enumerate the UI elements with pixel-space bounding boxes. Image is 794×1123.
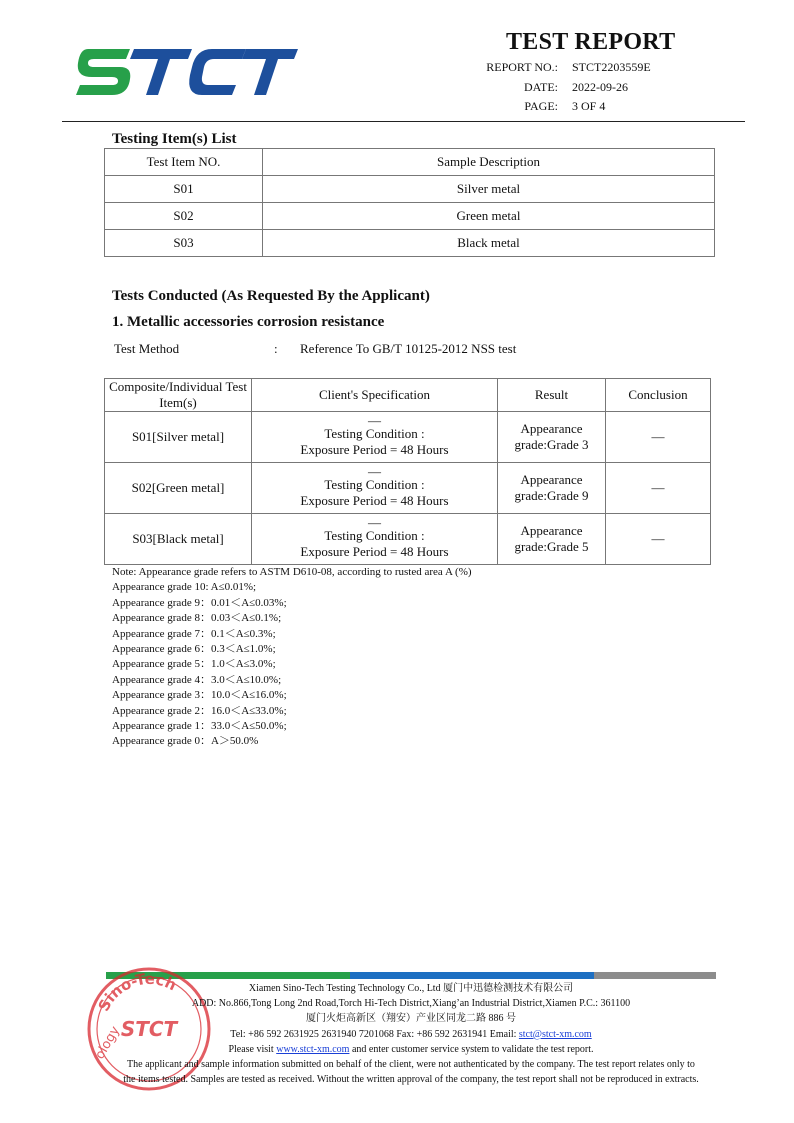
note-line: Note: Appearance grade refers to ASTM D610-08, according to rusted area A (%)	[112, 566, 472, 578]
sample-description: Silver metal	[263, 176, 715, 203]
conclusion: —	[606, 463, 711, 514]
meta-value: 2022-09-26	[572, 79, 628, 94]
spec-line: Testing Condition :	[324, 426, 425, 441]
footer-disclaimer: The applicant and sample information submitted on behalf of the client, were not authenticated by the company. The test report relates only to	[127, 1059, 695, 1071]
item-no: S03	[105, 230, 263, 257]
client-specification	[252, 514, 498, 565]
column-header: Composite/Individual Test Item(s)	[105, 379, 252, 412]
table-header-row	[105, 379, 711, 412]
meta-label: PAGE:	[524, 99, 558, 114]
stamp-center-text: STCT	[120, 1017, 178, 1041]
column-header: Client's Specification	[252, 379, 498, 412]
result: Appearance grade:Grade 9	[498, 463, 606, 514]
stct-logo	[74, 47, 298, 97]
sample-description: Black metal	[263, 230, 715, 257]
footer-disclaimer: the items tested. Samples are tested as received. Without the written approval of the company, the test report shall not be reproduced in extracts.	[123, 1074, 699, 1086]
conclusion: —	[606, 412, 711, 463]
spec-dash: —	[368, 413, 381, 428]
table-row	[105, 176, 715, 203]
client-specification	[252, 412, 498, 463]
column-header: Test Item NO.	[105, 149, 263, 176]
footer-contact-text: Tel: +86 592 2631925 2631940 7201068 Fax: +86 592 2631941 Email:	[230, 1028, 519, 1040]
bar-segment	[594, 972, 716, 979]
footer-address-cn: 厦门火炬高新区（翔安）产业区同龙二路 886 号	[306, 1013, 516, 1025]
column-header: Conclusion	[606, 379, 711, 412]
result: Appearance grade:Grade 5	[498, 514, 606, 565]
bar-segment	[472, 972, 594, 979]
report-meta	[470, 58, 651, 117]
footer	[96, 981, 726, 1087]
spec-dash: —	[368, 464, 381, 479]
tests-conducted-heading: Tests Conducted (As Requested By the Applicant)	[112, 288, 430, 304]
note-line: Appearance grade 6：0.3＜A≤1.0%;	[112, 643, 276, 656]
bar-segment	[228, 972, 350, 979]
note-line: Appearance grade 9：0.01＜A≤0.03%;	[112, 596, 287, 609]
spec-line: Testing Condition :	[324, 528, 425, 543]
spec-line: Testing Condition :	[324, 477, 425, 492]
spec-line: Exposure Period = 48 Hours	[300, 493, 449, 508]
note-line: Appearance grade 7：0.1＜A≤0.3%;	[112, 627, 276, 640]
testing-items-table	[104, 148, 715, 257]
spec-line: Exposure Period = 48 Hours	[300, 442, 449, 457]
test-method-separator: :	[274, 341, 278, 356]
logo-text: STCT	[74, 47, 77, 48]
table-row	[105, 463, 711, 514]
test-method-label: Test Method	[114, 341, 180, 356]
sample-description: Green metal	[263, 203, 715, 230]
footer-contact	[96, 1027, 726, 1042]
note-line: Appearance grade 2：16.0＜A≤33.0%;	[112, 704, 287, 717]
test-subheading: 1. Metallic accessories corrosion resistance	[112, 314, 385, 330]
meta-page	[470, 97, 651, 117]
note-line: Appearance grade 10: A≤0.01%;	[112, 581, 257, 594]
test-item: S03[Black metal]	[105, 514, 252, 565]
testing-items-heading: Testing Item(s) List	[112, 131, 237, 147]
visit-suffix: and enter customer service system to validate the test report.	[349, 1043, 594, 1055]
results-table	[104, 378, 711, 565]
spec-dash: —	[368, 515, 381, 530]
note-line: Appearance grade 0：A＞50.0%	[112, 735, 259, 748]
footer-company: Xiamen Sino-Tech Testing Technology Co., Ltd 厦门中迅德检测技术有限公司	[248, 983, 574, 994]
stamp-text-left: ology	[92, 1023, 124, 1062]
visit-prefix: Please visit	[228, 1043, 277, 1055]
note-line: Appearance grade 4：3.0＜A≤10.0%;	[112, 673, 282, 686]
appearance-grade-notes	[112, 565, 472, 750]
table-row	[105, 412, 711, 463]
bar-segment	[350, 972, 472, 979]
client-specification	[252, 463, 498, 514]
meta-label: DATE:	[524, 79, 558, 94]
email-link[interactable]: stct@stct-xm.com	[518, 1028, 592, 1040]
test-method-value: Reference To GB/T 10125-2012 NSS test	[300, 341, 517, 356]
table-header-row	[105, 149, 715, 176]
test-item: S02[Green metal]	[105, 463, 252, 514]
conclusion: —	[606, 514, 711, 565]
item-no: S02	[105, 203, 263, 230]
note-line: Appearance grade 5：1.0＜A≤3.0%;	[112, 658, 276, 671]
note-line: Appearance grade 1：33.0＜A≤50.0%;	[112, 720, 287, 733]
meta-date	[470, 78, 651, 98]
table-row	[105, 514, 711, 565]
spec-line: Exposure Period = 48 Hours	[300, 544, 449, 559]
footer-address-en: ADD: No.866,Tong Long 2nd Road,Torch Hi-Tech District,Xiang’an Industrial District,Xiamen P.C.: 361100	[191, 998, 631, 1010]
item-no: S01	[105, 176, 263, 203]
test-item: S01[Silver metal]	[105, 412, 252, 463]
report-title: TEST REPORT	[506, 29, 676, 55]
website-link[interactable]: www.stct-xm.com	[276, 1043, 350, 1055]
note-line: Appearance grade 8：0.03＜A≤0.1%;	[112, 612, 282, 625]
table-row	[105, 230, 715, 257]
meta-value: 3 OF 4	[572, 99, 606, 114]
table-row	[105, 203, 715, 230]
meta-label: REPORT NO.:	[486, 60, 558, 75]
meta-report-no	[470, 58, 651, 78]
footer-visit	[96, 1042, 726, 1057]
result: Appearance grade:Grade 3	[498, 412, 606, 463]
note-line: Appearance grade 3：10.0＜A≤16.0%;	[112, 689, 287, 702]
column-header: Result	[498, 379, 606, 412]
stamp-text-top: Sino-Tech	[94, 969, 180, 1015]
header-divider	[62, 121, 745, 122]
column-header: Sample Description	[263, 149, 715, 176]
meta-value: STCT2203559E	[572, 60, 651, 75]
